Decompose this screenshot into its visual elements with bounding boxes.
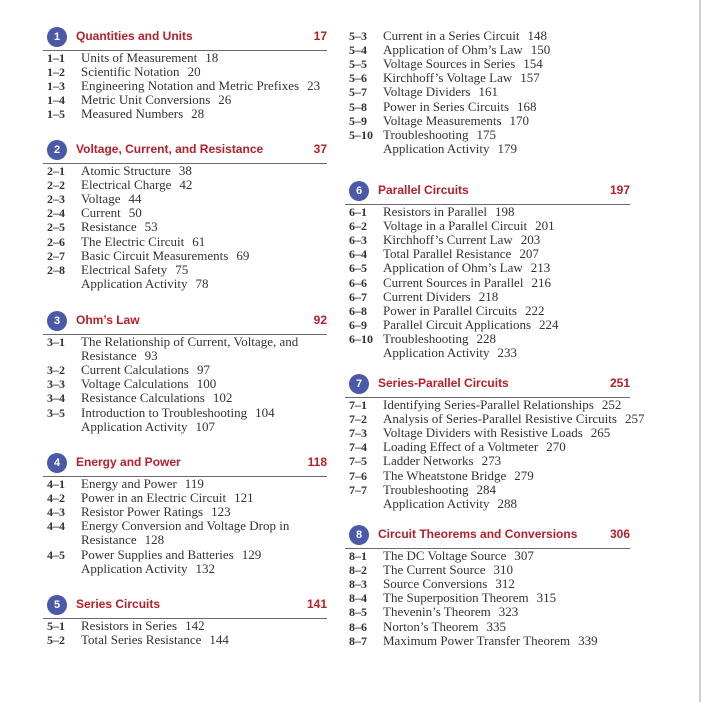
section-title: Resistance 53 xyxy=(81,219,158,235)
section-title: Application of Ohm’s Law 213 xyxy=(383,260,551,276)
section-page-number: 270 xyxy=(546,439,566,455)
section-title: Application of Ohm’s Law 150 xyxy=(383,42,551,58)
section-title: Units of Measurement 18 xyxy=(81,50,219,65)
chapter-page-number: 306 xyxy=(609,527,630,541)
chapter-heading[interactable] xyxy=(47,453,327,477)
section-number: 6–5 xyxy=(349,261,367,276)
section-title: Source Conversions 312 xyxy=(383,576,515,592)
chapter-number-badge: 7 xyxy=(349,374,369,394)
section-title: Application Activity 107 xyxy=(81,418,216,434)
section-number: 3–3 xyxy=(47,377,65,392)
section-number: 4–2 xyxy=(47,491,65,506)
section-number: 3–4 xyxy=(47,391,65,406)
section-title: Metric Unit Conversions 26 xyxy=(81,92,232,108)
section-page-number: 144 xyxy=(209,632,229,648)
section-title: Current in a Series Circuit 148 xyxy=(383,28,547,43)
section-title: Identifying Series-Parallel Relationships 252 xyxy=(383,397,622,412)
section-title: Loading Effect of a Voltmeter 270 xyxy=(383,439,566,455)
section-page-number: 175 xyxy=(476,126,496,142)
section-page-number: 315 xyxy=(536,590,557,606)
section-page-number: 213 xyxy=(530,260,551,276)
section-page-number: 150 xyxy=(530,42,551,58)
section-number: 1–2 xyxy=(47,65,65,80)
chapter-page-number: 17 xyxy=(313,29,327,43)
section-number: 6–9 xyxy=(349,317,367,332)
section-title: Application Activity 132 xyxy=(81,560,216,576)
section-page-number: 154 xyxy=(523,56,543,72)
section-number: 6–3 xyxy=(349,233,367,248)
section-page-number: 198 xyxy=(495,204,515,219)
section-title: Troubleshooting 284 xyxy=(383,481,496,497)
chapter-number-badge: 6 xyxy=(349,181,369,201)
section-title xyxy=(81,519,289,547)
section-number: 6–6 xyxy=(349,275,367,290)
section-title: Total Series Resistance 144 xyxy=(81,632,229,648)
section-number: 3–2 xyxy=(47,363,65,378)
section-title: The Current Source 310 xyxy=(383,562,514,578)
section-number: 5–7 xyxy=(349,85,367,100)
section-title: Energy and Power 119 xyxy=(81,476,204,491)
chapter-number-badge: 5 xyxy=(47,595,67,615)
section-page-number: 157 xyxy=(520,70,540,86)
section-page-number: 42 xyxy=(179,177,193,193)
section-title: Power in Series Circuits 168 xyxy=(383,98,537,114)
section-page-number: 128 xyxy=(144,532,165,548)
section-title xyxy=(81,335,298,363)
section-number: 4–5 xyxy=(47,547,65,562)
chapter-title: Circuit Theorems and Conversions xyxy=(378,527,578,541)
section-page-number: 170 xyxy=(509,112,530,128)
section-number: 7–6 xyxy=(349,468,367,483)
section-title: Power Supplies and Batteries 129 xyxy=(81,546,262,562)
section-page-number: 339 xyxy=(578,632,598,648)
section-title: Engineering Notation and Metric Prefixes 23 xyxy=(81,78,321,94)
section-page-number: 168 xyxy=(517,98,537,114)
section-number: 6–8 xyxy=(349,303,367,318)
section-title-line2: Resistance xyxy=(81,532,137,548)
section-number: 5–5 xyxy=(349,57,367,72)
section-title: Electrical Safety 75 xyxy=(81,261,189,277)
section-number: 8–2 xyxy=(349,563,367,578)
section-page-number: 100 xyxy=(196,376,217,392)
section-title: The Wheatstone Bridge 279 xyxy=(383,467,534,483)
section-page-number: 93 xyxy=(144,348,158,363)
section-number: 4–1 xyxy=(47,477,65,491)
section-title: Scientific Notation 20 xyxy=(81,64,201,80)
section-number: 1–3 xyxy=(47,79,65,94)
section-title: Current Sources in Parallel 216 xyxy=(383,274,551,290)
chapter-title: Ohm’s Law xyxy=(76,313,140,327)
section-number: 5–10 xyxy=(349,127,373,142)
section-title: Voltage Measurements 170 xyxy=(383,112,530,128)
chapter-page-number: 37 xyxy=(313,142,327,156)
section-page-number: 132 xyxy=(195,560,216,576)
section-number: 2–7 xyxy=(47,248,65,263)
section-page-number: 69 xyxy=(236,247,250,263)
section-title: Atomic Structure 38 xyxy=(81,163,192,178)
section-number: 5–1 xyxy=(47,619,65,633)
section-number: 7–5 xyxy=(349,454,367,469)
section-title: Application Activity 78 xyxy=(81,275,209,291)
section-number: 8–5 xyxy=(349,605,367,620)
section-title: Voltage 44 xyxy=(81,191,142,207)
chapter-page-number: 141 xyxy=(306,597,327,611)
chapter-title: Parallel Circuits xyxy=(378,183,469,197)
chapter-heading[interactable] xyxy=(47,140,327,164)
section-title: Electrical Charge 42 xyxy=(81,177,193,193)
section-page-number: 224 xyxy=(539,316,559,332)
section-title: The Electric Circuit 61 xyxy=(81,233,206,249)
section-page-number: 78 xyxy=(195,275,209,291)
section-title: Application Activity 233 xyxy=(383,345,518,360)
section-number: 6–10 xyxy=(349,331,373,346)
section-title: Maximum Power Transfer Theorem 339 xyxy=(383,632,598,648)
section-number: 2–3 xyxy=(47,192,65,207)
section-page-number: 142 xyxy=(185,618,205,633)
section-page-number: 216 xyxy=(531,274,551,290)
section-title: The Superposition Theorem 315 xyxy=(383,590,557,606)
section-number: 2–5 xyxy=(47,220,65,235)
section-number: 5–3 xyxy=(349,29,367,43)
section-title: Resistor Power Ratings 123 xyxy=(81,504,231,520)
section-page-number: 23 xyxy=(307,78,321,94)
chapter-title: Energy and Power xyxy=(76,455,181,469)
section-number: 8–1 xyxy=(349,549,367,563)
section-page-number: 75 xyxy=(175,261,189,277)
section-page-number: 310 xyxy=(493,562,514,578)
section-page-number: 123 xyxy=(211,504,231,520)
section-page-number: 288 xyxy=(497,495,518,511)
section-page-number: 335 xyxy=(486,618,506,634)
section-number: 3–5 xyxy=(47,405,65,420)
section-page-number: 129 xyxy=(241,546,262,562)
section-number: 2–8 xyxy=(47,262,65,277)
section-page-number: 323 xyxy=(498,604,519,620)
chapter-number-badge: 3 xyxy=(47,311,67,331)
section-title: Analysis of Series-Parallel Resistive Circuits 257 xyxy=(383,411,645,427)
chapter-page-number: 197 xyxy=(609,183,630,197)
section-number: 7–7 xyxy=(349,482,367,497)
section-title: Voltage in a Parallel Circuit 201 xyxy=(383,218,555,234)
section-title: Application Activity 288 xyxy=(383,495,518,511)
section-title: Current Dividers 218 xyxy=(383,288,499,304)
section-number: 5–2 xyxy=(47,633,65,648)
section-page-number: 28 xyxy=(191,106,205,122)
section-title-line1: The Relationship of Current, Voltage, and xyxy=(81,334,299,349)
section-number: 8–6 xyxy=(349,619,367,634)
section-number: 6–7 xyxy=(349,289,367,304)
section-number: 7–2 xyxy=(349,412,367,427)
section-page-number: 179 xyxy=(497,140,518,156)
section-number: 6–4 xyxy=(349,247,367,262)
section-number: 4–4 xyxy=(47,519,65,534)
section-title: Kirchhoff’s Current Law 203 xyxy=(383,232,541,248)
section-page-number: 53 xyxy=(144,219,158,235)
section-page-number: 265 xyxy=(590,425,611,441)
section-number: 2–1 xyxy=(47,164,65,178)
section-number: 7–4 xyxy=(349,440,367,455)
section-title: Basic Circuit Measurements 69 xyxy=(81,247,250,263)
section-page-number: 107 xyxy=(195,418,216,434)
section-number: 5–9 xyxy=(349,113,367,128)
section-page-number: 148 xyxy=(527,28,547,43)
section-number: 8–7 xyxy=(349,633,367,648)
chapter-heading[interactable] xyxy=(349,181,630,205)
section-title: Introduction to Troubleshooting 104 xyxy=(81,404,275,420)
chapter-page-number: 92 xyxy=(313,313,327,327)
section-page-number: 307 xyxy=(514,548,534,563)
section-page-number: 18 xyxy=(205,50,219,65)
section-page-number: 312 xyxy=(495,576,515,592)
chapter-heading[interactable] xyxy=(47,311,327,335)
section-number: 1–4 xyxy=(47,93,65,108)
section-page-number: 233 xyxy=(497,345,518,360)
section-page-number: 102 xyxy=(212,390,233,406)
section-page-number: 26 xyxy=(218,92,232,108)
section-page-number: 279 xyxy=(514,467,534,483)
section-page-number: 50 xyxy=(128,205,142,221)
section-number: 7–3 xyxy=(349,426,367,441)
chapter-number-badge: 2 xyxy=(47,140,67,160)
section-number: 1–5 xyxy=(47,107,65,122)
section-title: Resistors in Parallel 198 xyxy=(383,204,515,219)
section-title: Current 50 xyxy=(81,205,142,221)
section-number: 5–6 xyxy=(349,71,367,86)
section-page-number: 104 xyxy=(255,404,275,420)
section-page-number: 161 xyxy=(478,84,498,100)
section-page-number: 203 xyxy=(520,232,541,248)
section-page-number: 252 xyxy=(601,397,622,412)
section-page-number: 97 xyxy=(196,362,210,378)
section-title: Norton’s Theorem 335 xyxy=(383,618,506,634)
section-title: Voltage Sources in Series 154 xyxy=(383,56,543,72)
chapter-heading[interactable] xyxy=(47,595,327,619)
section-number: 5–4 xyxy=(349,43,367,58)
section-page-number: 61 xyxy=(192,233,206,249)
section-title: Kirchhoff’s Voltage Law 157 xyxy=(383,70,540,86)
chapter-page-number: 251 xyxy=(609,376,630,390)
section-page-number: 207 xyxy=(519,246,539,262)
section-title-line1: Energy Conversion and Voltage Drop in xyxy=(81,518,290,534)
section-number: 2–6 xyxy=(47,234,65,249)
section-title: The DC Voltage Source 307 xyxy=(383,548,534,563)
section-number: 5–8 xyxy=(349,99,367,114)
section-title: Power in an Electric Circuit 121 xyxy=(81,490,254,506)
section-number: 6–2 xyxy=(349,219,367,234)
section-page-number: 119 xyxy=(184,476,204,491)
chapter-number-badge: 4 xyxy=(47,453,67,473)
chapter-heading[interactable] xyxy=(47,27,327,51)
chapter-page-number: 118 xyxy=(307,455,327,469)
section-title: Application Activity 179 xyxy=(383,140,518,156)
section-page-number: 228 xyxy=(476,330,496,346)
section-page-number: 218 xyxy=(478,288,499,304)
section-page-number: 44 xyxy=(128,191,142,207)
section-title: Ladder Networks 273 xyxy=(383,453,502,469)
section-number: 8–4 xyxy=(349,591,367,606)
section-page-number: 284 xyxy=(476,481,496,497)
section-page-number: 38 xyxy=(178,163,192,178)
section-page-number: 20 xyxy=(187,64,201,80)
section-number: 7–1 xyxy=(349,398,367,412)
section-title: Current Calculations 97 xyxy=(81,362,210,378)
chapter-number-badge: 1 xyxy=(47,27,67,47)
section-number: 1–1 xyxy=(47,51,65,65)
section-title: Voltage Calculations 100 xyxy=(81,376,217,392)
section-title: Voltage Dividers with Resistive Loads 265 xyxy=(383,425,611,441)
section-title: Power in Parallel Circuits 222 xyxy=(383,302,545,318)
section-page-number: 222 xyxy=(524,302,545,318)
chapter-title: Series-Parallel Circuits xyxy=(378,376,509,390)
section-title: Troubleshooting 228 xyxy=(383,330,496,346)
section-title-line2: Resistance xyxy=(81,348,137,363)
chapter-heading[interactable] xyxy=(349,374,630,398)
section-title: Thevenin’s Theorem 323 xyxy=(383,604,519,620)
section-title: Measured Numbers 28 xyxy=(81,106,205,122)
section-page-number: 201 xyxy=(535,218,555,234)
chapter-number-badge: 8 xyxy=(349,525,369,545)
section-number: 2–2 xyxy=(47,178,65,193)
section-number: 6–1 xyxy=(349,205,367,219)
section-page-number: 257 xyxy=(624,411,645,427)
chapter-title: Series Circuits xyxy=(76,597,161,611)
section-title: Parallel Circuit Applications 224 xyxy=(383,316,559,332)
section-page-number: 273 xyxy=(481,453,502,469)
chapter-title: Voltage, Current, and Resistance xyxy=(76,142,264,156)
section-title: Voltage Dividers 161 xyxy=(383,84,498,100)
section-title: Total Parallel Resistance 207 xyxy=(383,246,539,262)
section-number: 2–4 xyxy=(47,206,65,221)
section-page-number: 121 xyxy=(234,490,254,506)
section-number: 3–1 xyxy=(47,335,65,349)
chapter-heading[interactable] xyxy=(349,525,630,549)
chapter-title: Quantities and Units xyxy=(76,29,193,43)
section-title: Troubleshooting 175 xyxy=(383,126,496,142)
section-title: Resistors in Series 142 xyxy=(81,618,205,633)
section-number: 8–3 xyxy=(349,577,367,592)
section-number: 4–3 xyxy=(47,505,65,520)
section-title: Resistance Calculations 102 xyxy=(81,390,233,406)
